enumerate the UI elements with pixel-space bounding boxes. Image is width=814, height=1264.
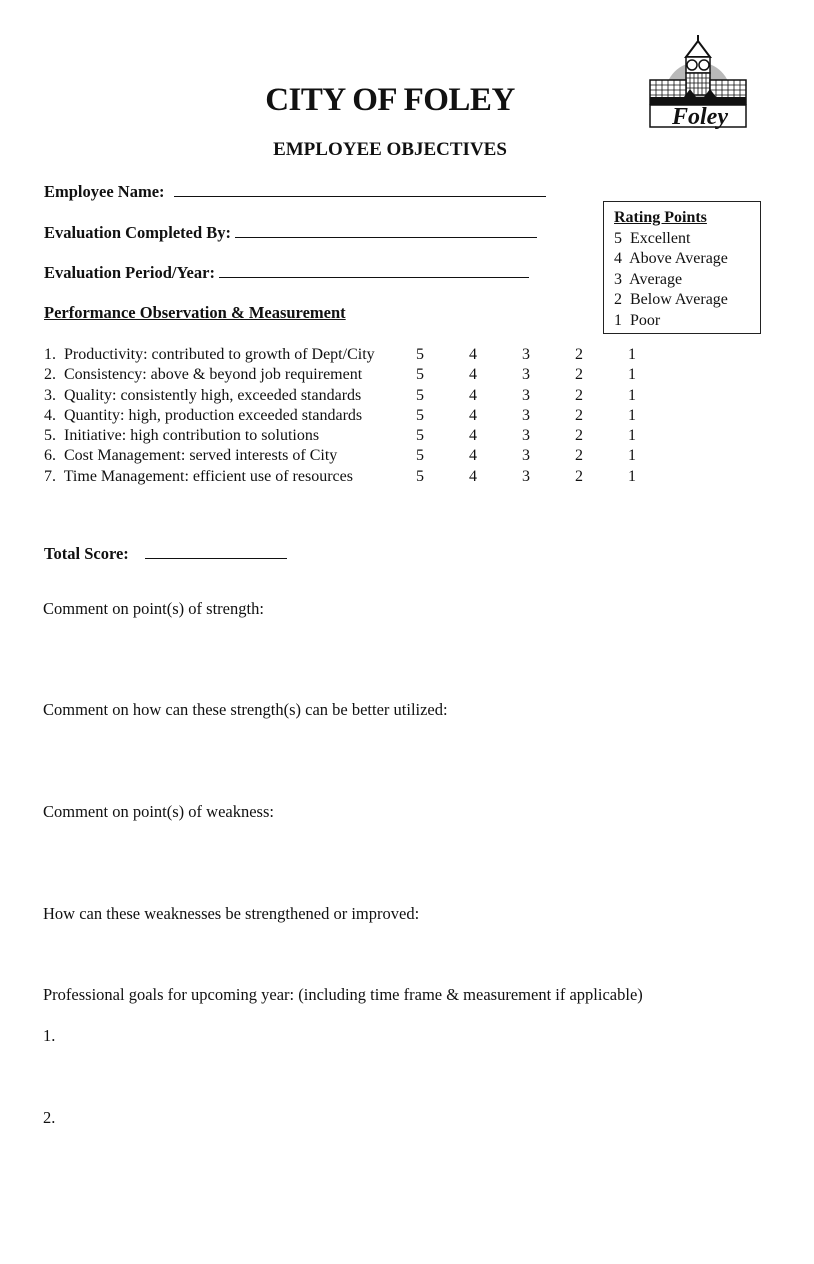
score-option-4[interactable]: 4 — [469, 346, 477, 363]
criteria-row: 2. Consistency: above & beyond job requirement 5 4 3 2 1 — [44, 365, 664, 385]
weakness-comment-label: Comment on point(s) of weakness: — [43, 802, 274, 821]
score-option-4[interactable]: 4 — [469, 427, 477, 445]
rating-points-legend — [603, 201, 761, 334]
score-option-5[interactable]: 5 — [416, 447, 424, 465]
evaluation-period-input[interactable] — [219, 264, 529, 278]
score-option-2[interactable]: 2 — [575, 447, 583, 465]
score-option-1[interactable]: 1 — [628, 366, 636, 384]
rating-item: 4 Above Average — [614, 250, 728, 267]
score-option-3[interactable]: 3 — [522, 366, 530, 384]
criteria-row: 3. Quality: consistently high, exceeded standards 5 4 3 2 1 — [44, 386, 664, 406]
score-option-5[interactable]: 5 — [416, 406, 424, 424]
weakness-improvement-label: How can these weaknesses be strengthened or improved: — [43, 904, 420, 923]
criteria-row: 6. Cost Management: served interests of City 5 4 3 2 1 — [44, 446, 664, 466]
score-option-4[interactable]: 4 — [469, 467, 477, 485]
score-option-5[interactable]: 5 — [416, 386, 424, 404]
strength-comment-label: Comment on point(s) of strength: — [43, 599, 264, 618]
score-option-4[interactable]: 4 — [469, 447, 477, 465]
strength-utilization-comment-label: Comment on how can these strength(s) can be better utilized: — [43, 700, 448, 719]
score-option-4[interactable]: 4 — [469, 406, 477, 424]
professional-goals-label: Professional goals for upcoming year: (including time frame & measurement if applicable) — [43, 985, 643, 1004]
evaluation-period-field — [44, 263, 529, 283]
score-option-2[interactable]: 2 — [575, 386, 583, 404]
score-option-5[interactable]: 5 — [416, 467, 424, 485]
page-subtitle: EMPLOYEE OBJECTIVES — [273, 139, 507, 160]
performance-section-heading: Performance Observation & Measurement — [44, 303, 346, 322]
score-option-3[interactable]: 3 — [522, 447, 530, 465]
score-option-1[interactable]: 1 — [628, 386, 636, 404]
score-option-1[interactable]: 1 — [628, 427, 636, 445]
evaluation-period-label: Evaluation Period/Year: — [44, 263, 215, 282]
score-option-1[interactable]: 1 — [628, 406, 636, 424]
total-score-field — [44, 544, 287, 564]
rating-points-title: Rating Points — [614, 209, 707, 226]
score-option-2[interactable]: 2 — [575, 467, 583, 485]
rating-item: 1 Poor — [614, 311, 661, 329]
criteria-list — [44, 345, 664, 487]
score-option-1[interactable]: 1 — [628, 346, 636, 363]
score-option-4[interactable]: 4 — [469, 366, 477, 384]
evaluator-input[interactable] — [235, 224, 537, 238]
rating-item: 5 Excellent — [614, 229, 691, 247]
total-score-input[interactable] — [145, 545, 287, 559]
score-option-3[interactable]: 3 — [522, 467, 530, 485]
rating-item: 2 Below Average — [614, 291, 728, 308]
criteria-row: 7. Time Management: efficient use of resources 5 4 3 2 1 — [44, 467, 664, 487]
total-score-label: Total Score: — [44, 544, 129, 563]
goal-item-2: 2. — [43, 1108, 56, 1127]
score-option-5[interactable]: 5 — [416, 346, 424, 363]
employee-name-label: Employee Name: — [44, 182, 165, 201]
score-option-3[interactable]: 3 — [522, 427, 530, 445]
score-option-3[interactable]: 3 — [522, 406, 530, 424]
criteria-row: 1. Productivity: contributed to growth of Dept/City 5 4 3 2 1 — [44, 345, 664, 365]
evaluator-field — [44, 223, 537, 243]
score-option-1[interactable]: 1 — [628, 447, 636, 465]
score-option-4[interactable]: 4 — [469, 386, 477, 404]
score-option-3[interactable]: 3 — [522, 346, 530, 363]
goal-item-1: 1. — [43, 1026, 56, 1045]
score-option-2[interactable]: 2 — [575, 427, 583, 445]
svg-text:Foley: Foley — [672, 104, 728, 130]
employee-name-field — [44, 182, 546, 202]
page-title: CITY OF FOLEY — [265, 82, 515, 118]
rating-item: 3 Average — [614, 270, 683, 288]
score-option-3[interactable]: 3 — [522, 386, 530, 404]
score-option-1[interactable]: 1 — [628, 467, 636, 485]
employee-name-input[interactable] — [174, 183, 546, 197]
score-option-2[interactable]: 2 — [575, 346, 583, 363]
criteria-row: 4. Quantity: high, production exceeded standards 5 4 3 2 1 — [44, 406, 664, 426]
score-option-2[interactable]: 2 — [575, 406, 583, 424]
score-option-5[interactable]: 5 — [416, 366, 424, 384]
score-option-2[interactable]: 2 — [575, 366, 583, 384]
criteria-row: 5. Initiative: high contribution to solutions 5 4 3 2 1 — [44, 426, 664, 446]
score-option-5[interactable]: 5 — [416, 427, 424, 445]
evaluator-label: Evaluation Completed By: — [44, 223, 232, 242]
